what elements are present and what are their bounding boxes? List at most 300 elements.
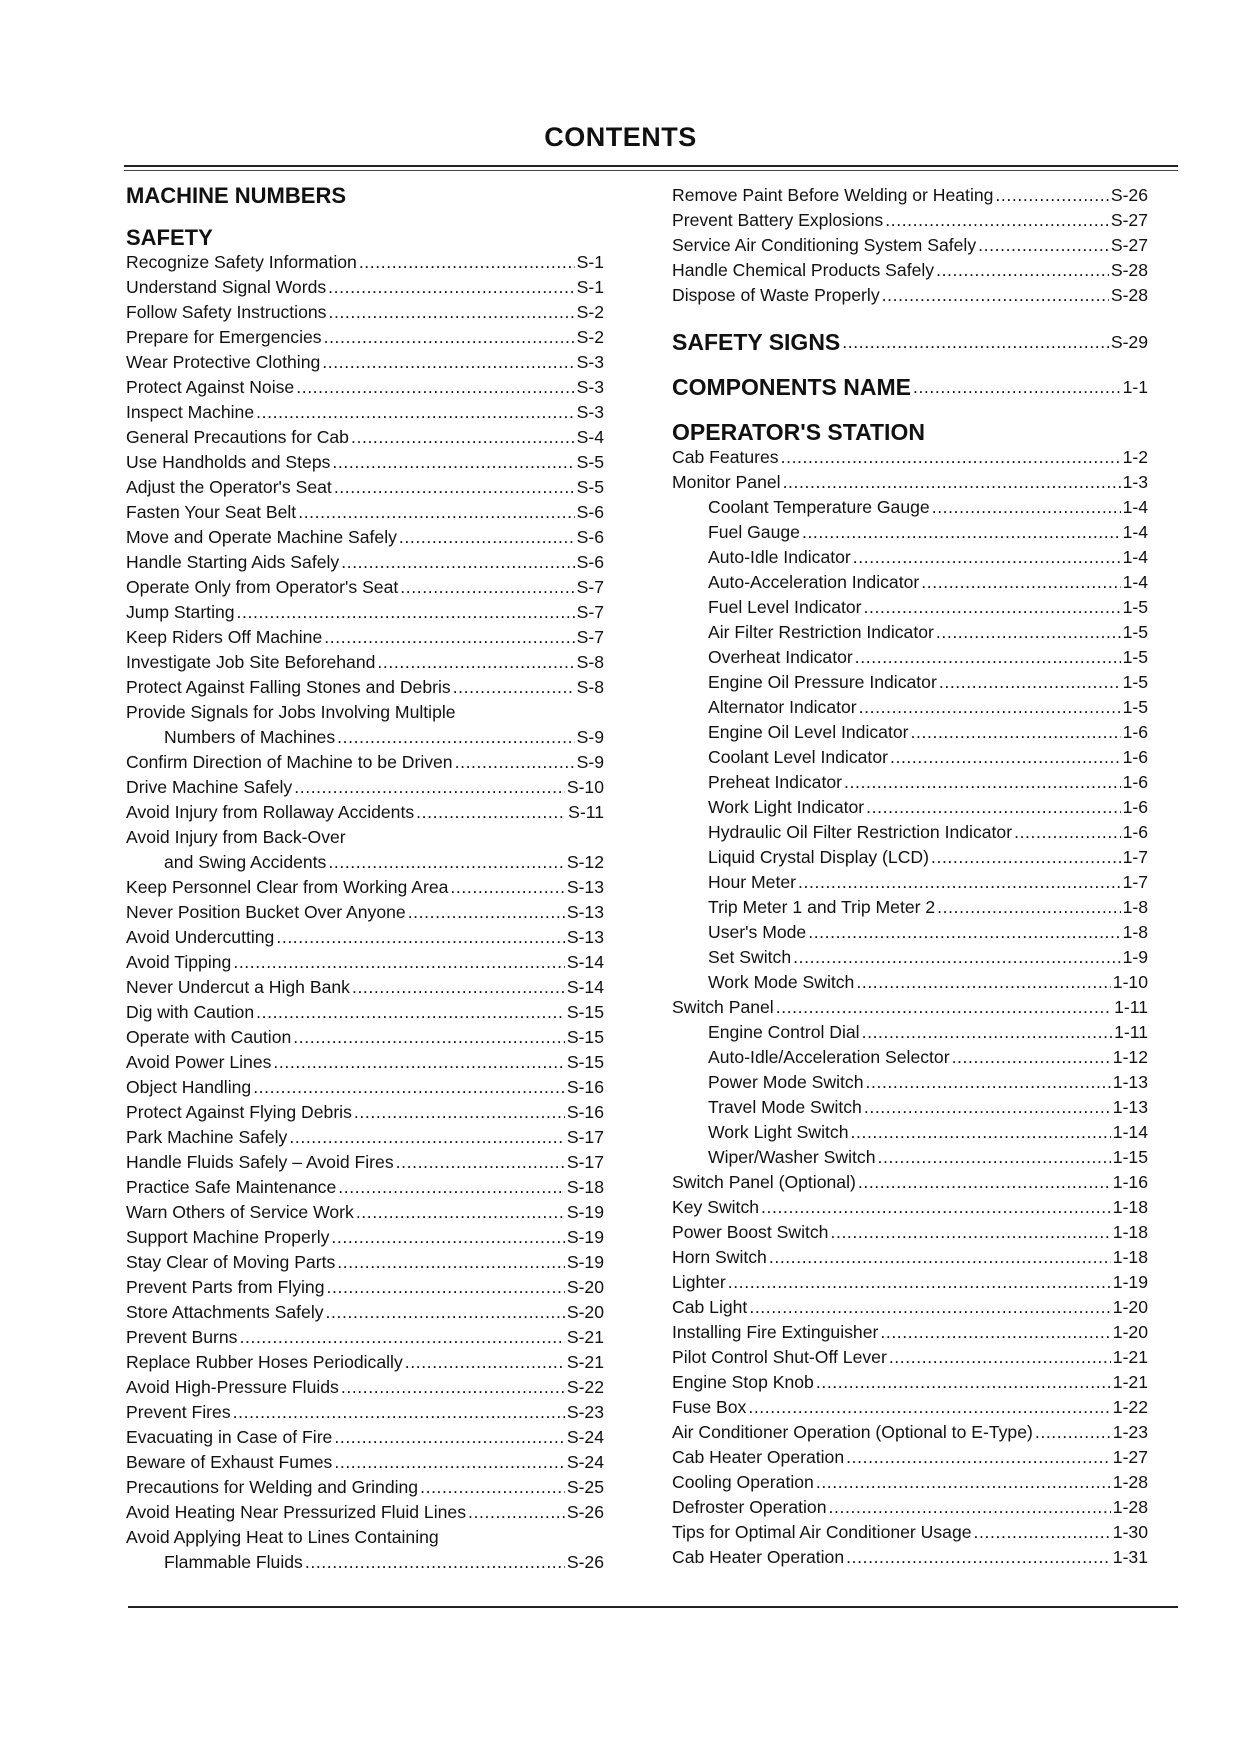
- toc-entry[interactable]: [672, 1045, 1148, 1070]
- operators-station-entry-list: [672, 445, 1148, 1570]
- bottom-rule: [128, 1606, 1178, 1608]
- toc-entry[interactable]: [672, 1195, 1148, 1220]
- toc-entry[interactable]: [672, 645, 1148, 670]
- toc-page-number: S-14: [566, 977, 604, 997]
- toc-entry[interactable]: [126, 575, 604, 600]
- toc-entry[interactable]: [126, 800, 604, 825]
- toc-entry[interactable]: [672, 1070, 1148, 1095]
- toc-entry-text: Work Light Switch: [708, 1122, 849, 1142]
- dot-leader: [420, 1475, 565, 1500]
- toc-entry[interactable]: [672, 1020, 1148, 1045]
- toc-page-number: S-16: [566, 1077, 604, 1097]
- toc-page-number: S-9: [576, 727, 604, 747]
- toc-entry-text: Beware of Exhaust Fumes: [126, 1452, 333, 1472]
- toc-entry[interactable]: [126, 250, 604, 275]
- dot-leader: [354, 1100, 565, 1125]
- dot-leader: [233, 950, 565, 975]
- toc-page-number: 1-20: [1112, 1297, 1148, 1317]
- toc-page-number: 1-12: [1112, 1047, 1148, 1067]
- toc-page-number: 1-20: [1112, 1322, 1148, 1342]
- toc-page-number: 1-4: [1122, 547, 1148, 567]
- toc-entry[interactable]: [126, 975, 604, 1000]
- toc-entry-text: Alternator Indicator: [708, 697, 857, 717]
- dot-leader: [237, 600, 575, 625]
- toc-entry[interactable]: [672, 283, 1148, 308]
- toc-entry[interactable]: [672, 208, 1148, 233]
- toc-entry[interactable]: [126, 650, 604, 675]
- toc-page-number: 1-9: [1122, 947, 1148, 967]
- toc-page-number: S-19: [566, 1202, 604, 1222]
- toc-page-number: 1-6: [1122, 747, 1148, 767]
- toc-entry-text: Prevent Fires: [126, 1402, 231, 1422]
- toc-page-number: S-4: [576, 427, 604, 447]
- toc-entry[interactable]: [672, 470, 1148, 495]
- toc-entry-components-name[interactable]: [672, 375, 1148, 400]
- toc-entry[interactable]: [126, 950, 604, 975]
- toc-entry[interactable]: [126, 675, 604, 700]
- toc-entry[interactable]: [126, 1450, 604, 1475]
- toc-entry[interactable]: [672, 1395, 1148, 1420]
- toc-entry-text: Cab Light: [672, 1297, 748, 1317]
- toc-entry[interactable]: [672, 695, 1148, 720]
- toc-entry[interactable]: [126, 400, 604, 425]
- toc-entry[interactable]: [672, 1345, 1148, 1370]
- toc-page-number: S-18: [566, 1177, 604, 1197]
- toc-entry[interactable]: [672, 1245, 1148, 1270]
- toc-page-number: S-13: [566, 902, 604, 922]
- dot-leader: [932, 495, 1121, 520]
- toc-entry[interactable]: [126, 775, 604, 800]
- dot-leader: [913, 375, 1121, 400]
- toc-entry-text: Auto-Idle/Acceleration Selector: [708, 1047, 950, 1067]
- toc-page-number: S-5: [576, 452, 604, 472]
- toc-entry[interactable]: [126, 700, 604, 725]
- toc-entry[interactable]: [126, 1250, 604, 1275]
- dot-leader: [878, 1145, 1111, 1170]
- toc-entry-text: Cooling Operation: [672, 1472, 814, 1492]
- dot-leader: [305, 1550, 565, 1575]
- toc-entry[interactable]: [672, 920, 1148, 945]
- toc-entry-text: Store Attachments Safely: [126, 1302, 324, 1322]
- toc-page-number: S-11: [568, 802, 604, 822]
- toc-entry[interactable]: [672, 670, 1148, 695]
- dot-leader: [937, 895, 1120, 920]
- toc-entry-text: Cab Heater Operation: [672, 1547, 845, 1567]
- dot-leader: [399, 525, 575, 550]
- toc-page-number: 1-7: [1122, 847, 1148, 867]
- toc-page-number: S-27: [1110, 210, 1148, 230]
- dot-leader: [978, 233, 1109, 258]
- dot-leader: [400, 575, 574, 600]
- toc-entry[interactable]: [672, 720, 1148, 745]
- toc-page-number: S-20: [566, 1302, 604, 1322]
- toc-entry[interactable]: [672, 183, 1148, 208]
- toc-entry-text: Air Filter Restriction Indicator: [708, 622, 934, 642]
- toc-entry-text: Object Handling: [126, 1077, 252, 1097]
- dot-leader: [294, 775, 565, 800]
- toc-entry-text: General Precautions for Cab: [126, 427, 349, 447]
- toc-entry[interactable]: [672, 745, 1148, 770]
- toc-entry-text: Park Machine Safely: [126, 1127, 288, 1147]
- toc-entry[interactable]: [672, 945, 1148, 970]
- toc-page-number: 1-6: [1122, 772, 1148, 792]
- dot-leader: [856, 970, 1110, 995]
- dot-leader: [974, 1520, 1111, 1545]
- toc-entry[interactable]: [672, 1295, 1148, 1320]
- toc-entry[interactable]: [126, 725, 604, 750]
- toc-entry[interactable]: [126, 500, 604, 525]
- toc-entry-text: Use Handholds and Steps: [126, 452, 331, 472]
- dot-leader: [352, 975, 565, 1000]
- dot-leader: [256, 1000, 565, 1025]
- toc-entry[interactable]: [126, 300, 604, 325]
- toc-page-number: 1-28: [1112, 1497, 1148, 1517]
- toc-page-number: 1-21: [1112, 1347, 1148, 1367]
- toc-entry[interactable]: [126, 350, 604, 375]
- toc-page-number: 1-5: [1122, 622, 1148, 642]
- toc-page-number: S-26: [566, 1552, 604, 1572]
- toc-page-number: 1-19: [1112, 1272, 1148, 1292]
- toc-page-number: S-15: [566, 1052, 604, 1072]
- toc-entry[interactable]: [126, 1175, 604, 1200]
- dot-leader: [328, 300, 574, 325]
- toc-entry[interactable]: [126, 450, 604, 475]
- toc-page-number: 1-13: [1112, 1097, 1148, 1117]
- toc-entry-text: SAFETY SIGNS: [672, 330, 841, 355]
- toc-entry[interactable]: [672, 770, 1148, 795]
- page-title: CONTENTS: [544, 122, 697, 152]
- toc-entry-text: Coolant Temperature Gauge: [708, 497, 930, 517]
- toc-entry[interactable]: [672, 545, 1148, 570]
- toc-entry[interactable]: [126, 1500, 604, 1525]
- toc-entry[interactable]: [672, 1220, 1148, 1245]
- toc-entry[interactable]: [672, 445, 1148, 470]
- dot-leader: [233, 1400, 565, 1425]
- toc-page-number: 1-2: [1122, 447, 1148, 467]
- toc-page-number: S-16: [566, 1102, 604, 1122]
- safety-entry-list-continued: [672, 183, 1148, 308]
- toc-entry[interactable]: [126, 1200, 604, 1225]
- dot-leader: [939, 670, 1121, 695]
- toc-page-number: S-1: [576, 277, 604, 297]
- toc-entry[interactable]: [126, 525, 604, 550]
- toc-entry-text: and Swing Accidents: [164, 852, 327, 872]
- toc-page-number: 1-23: [1112, 1422, 1148, 1442]
- toc-entry-text: Fasten Your Seat Belt: [126, 502, 297, 522]
- toc-entry-text: Replace Rubber Hoses Periodically: [126, 1352, 403, 1372]
- toc-page-number: 1-27: [1112, 1447, 1148, 1467]
- toc-entry[interactable]: [126, 1075, 604, 1100]
- dot-leader: [468, 1500, 565, 1525]
- toc-entry-text: Precautions for Welding and Grinding: [126, 1477, 419, 1497]
- toc-entry[interactable]: [672, 820, 1148, 845]
- toc-entry-text: Avoid Heating Near Pressurized Fluid Lines: [126, 1502, 466, 1522]
- toc-page-number: 1-18: [1112, 1222, 1148, 1242]
- toc-entry[interactable]: [672, 1470, 1148, 1495]
- toc-entry[interactable]: [672, 495, 1148, 520]
- dot-leader: [829, 1495, 1111, 1520]
- toc-entry[interactable]: [126, 850, 604, 875]
- dot-leader: [783, 470, 1121, 495]
- left-column: [126, 183, 604, 1575]
- toc-entry[interactable]: [126, 325, 604, 350]
- toc-page-number: S-20: [566, 1277, 604, 1297]
- toc-entry-text: Installing Fire Extinguisher: [672, 1322, 879, 1342]
- toc-entry-text: Tips for Optimal Air Conditioner Usage: [672, 1522, 972, 1542]
- toc-page-number: S-7: [576, 577, 604, 597]
- toc-entry[interactable]: [126, 875, 604, 900]
- toc-page-number: 1-8: [1122, 897, 1148, 917]
- toc-entry[interactable]: [672, 1270, 1148, 1295]
- toc-page-number: S-15: [566, 1002, 604, 1022]
- dot-leader: [356, 1200, 565, 1225]
- dot-leader: [858, 1170, 1111, 1195]
- toc-page-number: 1-16: [1112, 1172, 1148, 1192]
- dot-leader: [351, 425, 575, 450]
- toc-entry[interactable]: [126, 1325, 604, 1350]
- toc-page-number: S-27: [1110, 235, 1148, 255]
- toc-page-number: S-19: [566, 1227, 604, 1247]
- toc-entry[interactable]: [126, 625, 604, 650]
- toc-entry[interactable]: [126, 1425, 604, 1450]
- toc-page-number: 1-4: [1122, 522, 1148, 542]
- toc-entry[interactable]: [126, 275, 604, 300]
- toc-entry-text: Cab Features: [672, 447, 779, 467]
- dot-leader: [882, 283, 1109, 308]
- toc-entry[interactable]: [672, 1170, 1148, 1195]
- toc-entry[interactable]: [672, 1545, 1148, 1570]
- toc-entry-text: Key Switch: [672, 1197, 760, 1217]
- dot-leader: [328, 275, 574, 300]
- toc-page-number: 1-21: [1112, 1372, 1148, 1392]
- toc-entry[interactable]: [672, 1370, 1148, 1395]
- toc-entry[interactable]: [672, 233, 1148, 258]
- toc-entry[interactable]: [126, 1275, 604, 1300]
- toc-entry-text: Drive Machine Safely: [126, 777, 293, 797]
- dot-leader: [889, 1345, 1111, 1370]
- toc-entry[interactable]: [672, 970, 1148, 995]
- toc-page-number: 1-11: [1114, 997, 1148, 1017]
- toc-entry-text: Avoid Power Lines: [126, 1052, 272, 1072]
- toc-entry[interactable]: [126, 1550, 604, 1575]
- toc-entry[interactable]: [126, 1525, 604, 1550]
- toc-page-number: S-2: [576, 327, 604, 347]
- toc-entry[interactable]: [126, 1475, 604, 1500]
- toc-entry[interactable]: [672, 1520, 1148, 1545]
- toc-entry-text: Understand Signal Words: [126, 277, 327, 297]
- toc-entry-text: Warn Others of Service Work: [126, 1202, 354, 1222]
- dot-leader: [890, 745, 1121, 770]
- toc-entry[interactable]: [126, 1300, 604, 1325]
- dot-leader: [377, 650, 574, 675]
- toc-entry-text: Handle Chemical Products Safely: [672, 260, 935, 280]
- toc-page-number: S-25: [566, 1477, 604, 1497]
- toc-page-number: 1-5: [1122, 697, 1148, 717]
- toc-page-number: 1-8: [1122, 922, 1148, 942]
- toc-page-number: 1-7: [1122, 872, 1148, 892]
- toc-entry[interactable]: [672, 620, 1148, 645]
- toc-page-number: 1-6: [1122, 797, 1148, 817]
- toc-entry[interactable]: [672, 520, 1148, 545]
- toc-page-number: S-1: [576, 252, 604, 272]
- toc-entry[interactable]: [672, 870, 1148, 895]
- toc-page-number: 1-22: [1112, 1397, 1148, 1417]
- toc-entry[interactable]: [126, 425, 604, 450]
- toc-page-number: S-7: [576, 627, 604, 647]
- dot-leader: [853, 545, 1121, 570]
- dot-leader: [331, 1225, 564, 1250]
- toc-entry[interactable]: [126, 1125, 604, 1150]
- toc-entry[interactable]: [672, 1320, 1148, 1345]
- toc-entry[interactable]: [126, 1350, 604, 1375]
- toc-entry[interactable]: [126, 900, 604, 925]
- toc-entry[interactable]: [672, 1420, 1148, 1445]
- toc-page-number: S-21: [566, 1327, 604, 1347]
- toc-page-number: S-24: [566, 1452, 604, 1472]
- dot-leader: [859, 695, 1121, 720]
- toc-page-number: 1-18: [1112, 1247, 1148, 1267]
- toc-entry-text: Wear Protective Clothing: [126, 352, 321, 372]
- toc-entry-text: Inspect Machine: [126, 402, 255, 422]
- toc-entry-text: Engine Stop Knob: [672, 1372, 814, 1392]
- toc-page-number: 1-30: [1112, 1522, 1148, 1542]
- toc-entry[interactable]: [672, 1495, 1148, 1520]
- toc-entry[interactable]: [672, 595, 1148, 620]
- toc-entry[interactable]: [126, 925, 604, 950]
- toc-page-number: S-28: [1110, 285, 1148, 305]
- toc-entry-text: Coolant Level Indicator: [708, 747, 888, 767]
- toc-entry[interactable]: [126, 600, 604, 625]
- toc-page-number: S-6: [576, 552, 604, 572]
- toc-entry[interactable]: [126, 1025, 604, 1050]
- toc-page-number: 1-3: [1122, 472, 1148, 492]
- dot-leader: [337, 1250, 565, 1275]
- dot-leader: [846, 1445, 1111, 1470]
- toc-entry-text: COMPONENTS NAME: [672, 375, 911, 400]
- toc-entry-text: Engine Oil Pressure Indicator: [708, 672, 937, 692]
- dot-leader: [328, 850, 564, 875]
- dot-leader: [850, 1120, 1110, 1145]
- toc-entry-text: Hydraulic Oil Filter Restriction Indicator: [708, 822, 1013, 842]
- toc-entry-text: Prepare for Emergencies: [126, 327, 322, 347]
- dot-leader: [802, 520, 1121, 545]
- toc-entry-text: Move and Operate Machine Safely: [126, 527, 397, 547]
- toc-entry-text: Protect Against Noise: [126, 377, 295, 397]
- toc-page-number: S-19: [566, 1252, 604, 1272]
- toc-page-number: S-6: [576, 502, 604, 522]
- toc-entry[interactable]: [126, 375, 604, 400]
- toc-page-number: S-5: [576, 477, 604, 497]
- dot-leader: [296, 375, 574, 400]
- toc-entry-text: Keep Riders Off Machine: [126, 627, 323, 647]
- dot-leader: [781, 445, 1121, 470]
- toc-entry-text: Monitor Panel: [672, 472, 781, 492]
- toc-page-number: 1-5: [1122, 647, 1148, 667]
- toc-entry[interactable]: [672, 258, 1148, 283]
- safety-entry-list: [126, 250, 604, 1575]
- dot-leader: [880, 1320, 1110, 1345]
- toc-entry-text: Provide Signals for Jobs Involving Multiple: [126, 702, 456, 722]
- dot-leader: [931, 845, 1121, 870]
- toc-page-number: 1-14: [1112, 1122, 1148, 1142]
- toc-entry[interactable]: [672, 1145, 1148, 1170]
- toc-entry-text: Lighter: [672, 1272, 726, 1292]
- toc-entry-text: Set Switch: [708, 947, 792, 967]
- dot-leader: [862, 1020, 1112, 1045]
- toc-entry-text: Avoid Injury from Rollaway Accidents: [126, 802, 415, 822]
- toc-entry[interactable]: [672, 1445, 1148, 1470]
- toc-page-number: S-3: [576, 402, 604, 422]
- toc-entry[interactable]: [126, 1375, 604, 1400]
- toc-entry[interactable]: [126, 1000, 604, 1025]
- toc-entry-text: Remove Paint Before Welding or Heating: [672, 185, 994, 205]
- toc-entry[interactable]: [126, 550, 604, 575]
- toc-page-number: 1-18: [1112, 1197, 1148, 1217]
- toc-entry-text: Engine Control Dial: [708, 1022, 860, 1042]
- toc-entry[interactable]: [126, 475, 604, 500]
- toc-entry[interactable]: [672, 995, 1148, 1020]
- toc-entry-text: Avoid Tipping: [126, 952, 232, 972]
- toc-page-number: S-10: [566, 777, 604, 797]
- dot-leader: [338, 1175, 565, 1200]
- toc-entry-safety-signs[interactable]: [672, 330, 1148, 355]
- dot-leader: [855, 645, 1121, 670]
- dot-leader: [326, 1300, 565, 1325]
- section-heading-safety: SAFETY: [126, 225, 213, 250]
- toc-entry[interactable]: [126, 1225, 604, 1250]
- dot-leader: [276, 925, 564, 950]
- toc-entry[interactable]: [672, 570, 1148, 595]
- toc-entry-text: Pilot Control Shut-Off Lever: [672, 1347, 887, 1367]
- dot-leader: [952, 1045, 1111, 1070]
- toc-entry-text: Avoid Injury from Back-Over: [126, 827, 346, 847]
- toc-entry-text: Practice Safe Maintenance: [126, 1177, 337, 1197]
- toc-entry-text: Fuse Box: [672, 1397, 747, 1417]
- toc-entry[interactable]: [126, 1050, 604, 1075]
- toc-entry[interactable]: [126, 1100, 604, 1125]
- toc-entry-text: User's Mode: [708, 922, 807, 942]
- toc-entry-text: Adjust the Operator's Seat: [126, 477, 332, 497]
- toc-entry-text: Auto-Idle Indicator: [708, 547, 851, 567]
- dot-leader: [298, 500, 574, 525]
- dot-leader: [253, 1075, 565, 1100]
- toc-entry[interactable]: [672, 845, 1148, 870]
- toc-page-number: 1-6: [1122, 822, 1148, 842]
- toc-page-number: S-14: [566, 952, 604, 972]
- toc-entry-text: Liquid Crystal Display (LCD): [708, 847, 929, 867]
- toc-page-number: 1-13: [1112, 1072, 1148, 1092]
- toc-entry[interactable]: [672, 895, 1148, 920]
- toc-entry[interactable]: [126, 825, 604, 850]
- toc-entry[interactable]: [126, 750, 604, 775]
- dot-leader: [341, 550, 574, 575]
- toc-entry[interactable]: [672, 1095, 1148, 1120]
- toc-entry[interactable]: [126, 1400, 604, 1425]
- toc-entry-text: Avoid Undercutting: [126, 927, 275, 947]
- toc-entry-text: Power Mode Switch: [708, 1072, 864, 1092]
- dot-leader: [337, 725, 574, 750]
- toc-entry[interactable]: [672, 795, 1148, 820]
- toc-entry[interactable]: [672, 1120, 1148, 1145]
- toc-page-number: 1-10: [1112, 972, 1148, 992]
- toc-entry[interactable]: [126, 1150, 604, 1175]
- toc-page-number: 1-6: [1122, 722, 1148, 742]
- toc-entry-text: Prevent Battery Explosions: [672, 210, 884, 230]
- dot-leader: [396, 1150, 565, 1175]
- toc-entry-text: Defroster Operation: [672, 1497, 827, 1517]
- toc-entry-text: Flammable Fluids: [164, 1552, 303, 1572]
- dot-leader: [885, 208, 1109, 233]
